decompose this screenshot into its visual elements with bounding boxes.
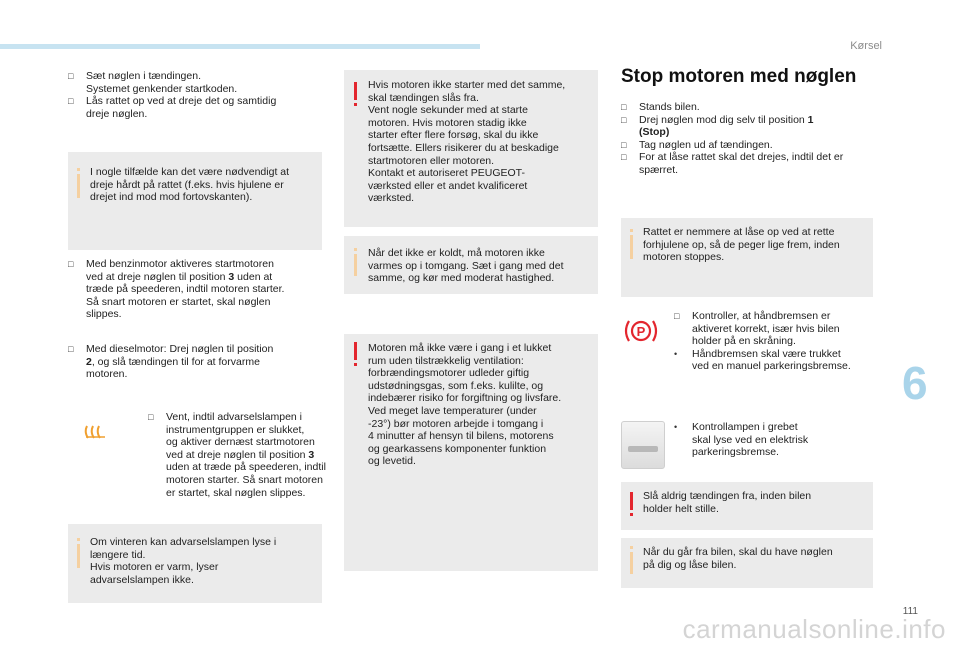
list-item: □ Kontroller, at håndbremsen er aktiveret korrekt, især hvis bilen holder på en skråning.: [674, 310, 840, 348]
list-item: □ Stands bilen.: [621, 101, 700, 113]
parking-brake-notes: [674, 310, 874, 373]
bullet-icon: □: [68, 71, 74, 81]
warning-icon: [354, 82, 357, 100]
bullet-icon: □: [621, 102, 627, 112]
list-item: □ Sæt nøglen i tændingen. Systemet genkender startkoden.: [68, 70, 238, 95]
chapter-number: 6: [902, 357, 928, 409]
info-box: I nogle tilfælde kan det være nødvendigt at dreje hårdt på rattet (f.eks. hvis hjulene er drejet ind mod mod fortovskanten).: [68, 152, 322, 250]
info-icon: [354, 254, 357, 276]
info-icon: [77, 544, 80, 568]
warning-icon: [630, 492, 633, 510]
header-bar: [0, 44, 480, 49]
list-item: • Kontrollampen i grebet skal lyse ved en elektrisk parkeringsbremse.: [674, 421, 809, 459]
info-icon: [77, 174, 80, 198]
bullet-icon: □: [148, 412, 154, 422]
info-box: Når du går fra bilen, skal du have nøglen på dig og låse bilen.: [621, 538, 873, 588]
stop-steps: [621, 101, 879, 177]
info-box: Om vinteren kan advarselslampen lyse i længere tid. Hvis motoren er varm, lyser advarselslampen ikke.: [68, 524, 322, 603]
preheat-warning-lamp-icon: [84, 424, 106, 440]
bullet-icon: □: [621, 139, 627, 150]
bullet-icon: □: [621, 114, 627, 125]
info-box: Når det ikke er koldt, må motoren ikke varmes op i tomgang. Sæt i gang med det samme, og kør med moderat hastighed.: [344, 236, 598, 294]
bullet-icon: □: [674, 311, 680, 321]
warning-box: Slå aldrig tændingen fra, inden bilen holder helt stille.: [621, 482, 873, 530]
start-steps: [68, 70, 328, 120]
epb-lever-image: [621, 421, 665, 469]
section-title: Kørsel: [850, 40, 882, 52]
page-number: 111: [902, 606, 918, 617]
diesel-start: □ Med dieselmotor: Drej nøglen til position 2, og slå tændingen til for at forvarme motoren.: [68, 343, 274, 381]
list-item: □ Tag nøglen ud af tændingen.: [621, 138, 773, 151]
list-item: □ Lås rattet op ved at dreje det og samtidig dreje nøglen.: [68, 95, 277, 120]
list-item: • Håndbremsen skal være trukket ved en manuel parkeringsbremse.: [674, 347, 851, 373]
list-item: □ Drej nøglen mod dig selv til position 1 (Stop): [621, 113, 814, 139]
bullet-icon: □: [68, 344, 74, 354]
warning-box: Motoren må ikke være i gang i et lukket rum uden tilstrækkelig ventilation: forbrændingsmotorer udleder giftig udstødningsgas, som f.eks. kulilte, og indebærer risiko for forgiftning og livsfare. Ved meget lave temperaturer (under -23°) bør motoren arbejde i tomgang i 4 minutter af hensyn til bilens, motorens og gearkassens komponenter funktion og levetid.: [344, 334, 598, 571]
bullet-icon: □: [68, 259, 74, 269]
petrol-start: □ Med benzinmotor aktiveres startmotoren ved at dreje nøglen til position 3 uden at træde på speederen, indtil motoren starter. Så snart motoren er startet, skal nøglen slippes.: [68, 258, 285, 321]
info-icon: [630, 235, 633, 259]
warning-box: Hvis motoren ikke starter med det samme, skal tændingen slås fra. Vent nogle sekunder med at starte motoren. Hvis motoren stadig ikke starter efter flere forsøg, skal du ikke fortsætte. Ellers risikerer du at beskadige startmotoren eller motoren. Kontakt et autoriseret PEUGEOT- værksted eller et andet kvalificeret værksted.: [344, 70, 598, 227]
glow-plug-instruction: □ Vent, indtil advarselslampen i instrumentgruppen er slukket, og aktiver dernæst startmotoren ved at dreje nøglen til position 3 uden at træde på speederen, indtil motoren starter. Så snart motoren er startet, skal nøglen slippes.: [148, 411, 326, 499]
bullet-icon: □: [68, 96, 74, 107]
watermark: carmanualsonline.info: [682, 614, 946, 644]
list-item: □ For at låse rattet skal det drejes, indtil det er spærret.: [621, 151, 844, 176]
info-icon: [630, 552, 633, 574]
svg-text:P: P: [636, 324, 646, 339]
bullet-icon: □: [621, 152, 627, 163]
page-title: Stop motoren med nøglen: [621, 66, 857, 87]
info-box: Rattet er nemmere at låse op ved at rette forhjulene op, så de peger lige frem, inden motoren stoppes.: [621, 218, 873, 297]
warning-icon: [354, 342, 357, 360]
epb-note: [674, 421, 874, 459]
parking-brake-icon: [622, 316, 660, 346]
